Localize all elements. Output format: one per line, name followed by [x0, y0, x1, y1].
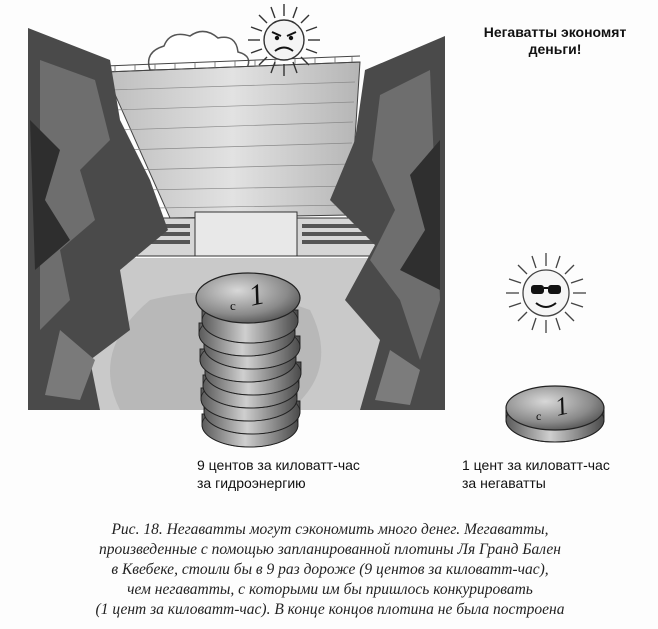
headline-line-2: деньги!	[528, 41, 582, 57]
stack-coin-cent: c	[230, 298, 236, 313]
coin-stack-icon	[196, 273, 301, 447]
sunglasses-sun-icon	[506, 253, 586, 333]
caption-line-4: чем негаватты, с которыми им бы пришлось конкурировать	[127, 581, 533, 598]
hydro-price-line-2: за гидроэнергию	[197, 475, 306, 491]
negawatt-price-label	[462, 456, 610, 492]
negawatt-price-line-2: за негаватты	[462, 475, 546, 491]
cloud	[149, 31, 249, 70]
caption-line-1: Рис. 18. Негаватты могут сэкономить много денег. Мегаватты,	[111, 521, 549, 538]
single-coin-cent: c	[536, 409, 542, 423]
hydro-price-label	[197, 456, 360, 492]
caption-line-5: (1 цент за киловатт-час). В конце концов плотина не была построена	[95, 601, 565, 618]
single-coin-numeral: 1	[552, 390, 572, 422]
headline-line-1: Негаватты экономят	[483, 24, 627, 40]
single-coin-icon	[506, 386, 604, 442]
figure-caption	[20, 520, 640, 620]
caption-line-3: в Квебеке, стоили бы в 9 раз дороже (9 центов за киловатт-час),	[111, 561, 549, 578]
stack-coin-numeral: 1	[245, 277, 268, 313]
headline	[455, 24, 655, 58]
hydro-price-line-1: 9 центов за киловатт-час	[197, 457, 360, 473]
negawatt-price-line-1: 1 цент за киловатт-час	[462, 457, 610, 473]
caption-line-2: произведенные с помощью запланированной плотины Ля Гранд Бален	[99, 541, 561, 558]
